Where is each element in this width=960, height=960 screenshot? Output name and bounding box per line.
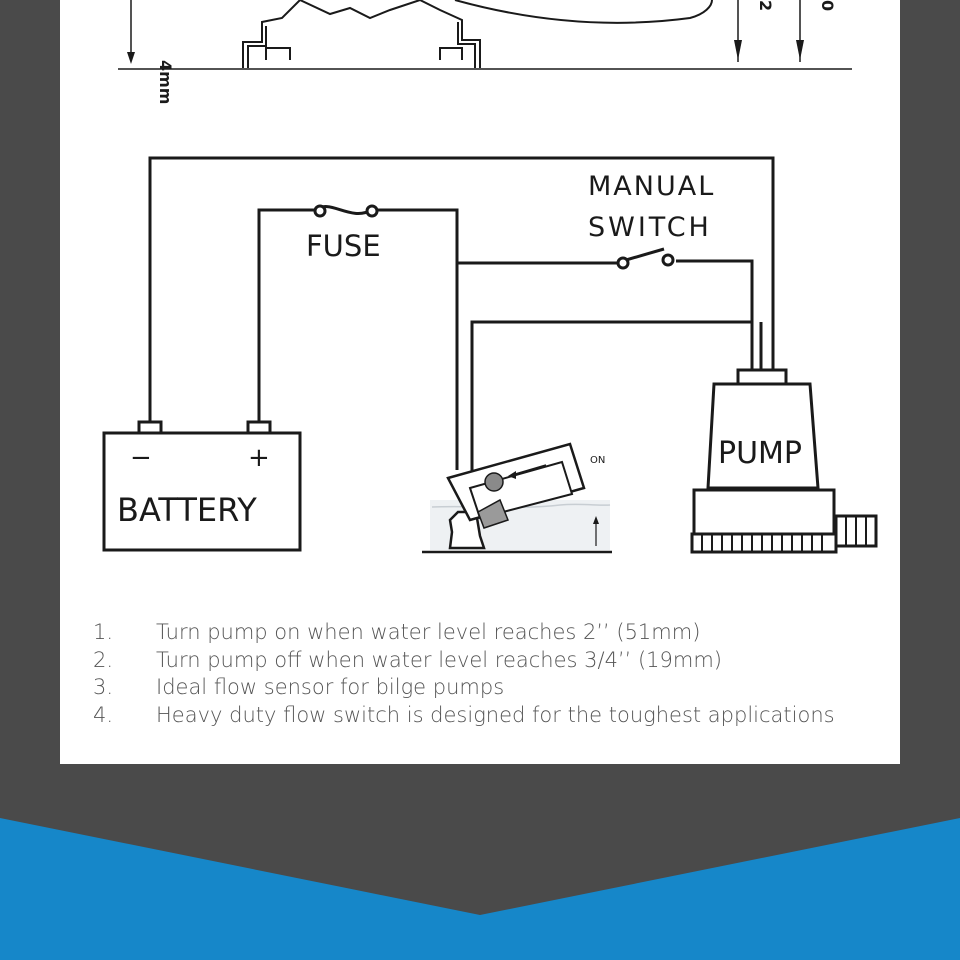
wire-fuse-out (378, 210, 457, 470)
battery-minus-label: − (130, 443, 152, 473)
pump-label: PUMP (718, 436, 803, 471)
product-outline-drawing (118, 0, 852, 69)
note-text: Ideal flow sensor for bilge pumps (156, 675, 505, 699)
fuse-terminal-left (315, 206, 325, 216)
manual-switch-label-line2: SWITCH (588, 212, 712, 243)
note-item (93, 619, 835, 647)
note-number: 1. (93, 620, 114, 644)
float-on-label: ON (590, 455, 606, 466)
note-number: 3. (93, 675, 114, 699)
wire-switch-out (676, 261, 752, 370)
note-number: 2. (93, 647, 114, 672)
note-text: Turn pump off when water level reaches 3/4’’ (19mm) (156, 647, 722, 672)
battery (104, 422, 300, 550)
manual-switch-element (626, 249, 664, 260)
battery-label: BATTERY (117, 491, 257, 529)
float-switch (422, 444, 612, 552)
dim-label-4mm: 4mm (156, 60, 175, 105)
note-item (93, 674, 835, 702)
note-item (93, 702, 835, 730)
note-item (93, 647, 835, 675)
note-text: Turn pump on when water level reaches 2’’ (51mm) (156, 620, 701, 644)
float-ball (485, 473, 503, 491)
manual-switch-label-line1: MANUAL (588, 171, 716, 202)
dim-label-right-b: 0 (818, 0, 837, 12)
battery-plus-label: + (248, 443, 270, 473)
notes-list (93, 619, 835, 729)
switch-terminal-right (663, 255, 673, 265)
fuse-terminal-right (367, 206, 377, 216)
dim-label-right-a: 2 (756, 0, 775, 12)
note-number: 4. (93, 702, 114, 727)
note-text: Heavy duty flow switch is designed for the toughest applications (156, 702, 835, 727)
fuse-label: FUSE (306, 229, 381, 263)
switch-terminal-left (618, 258, 628, 268)
